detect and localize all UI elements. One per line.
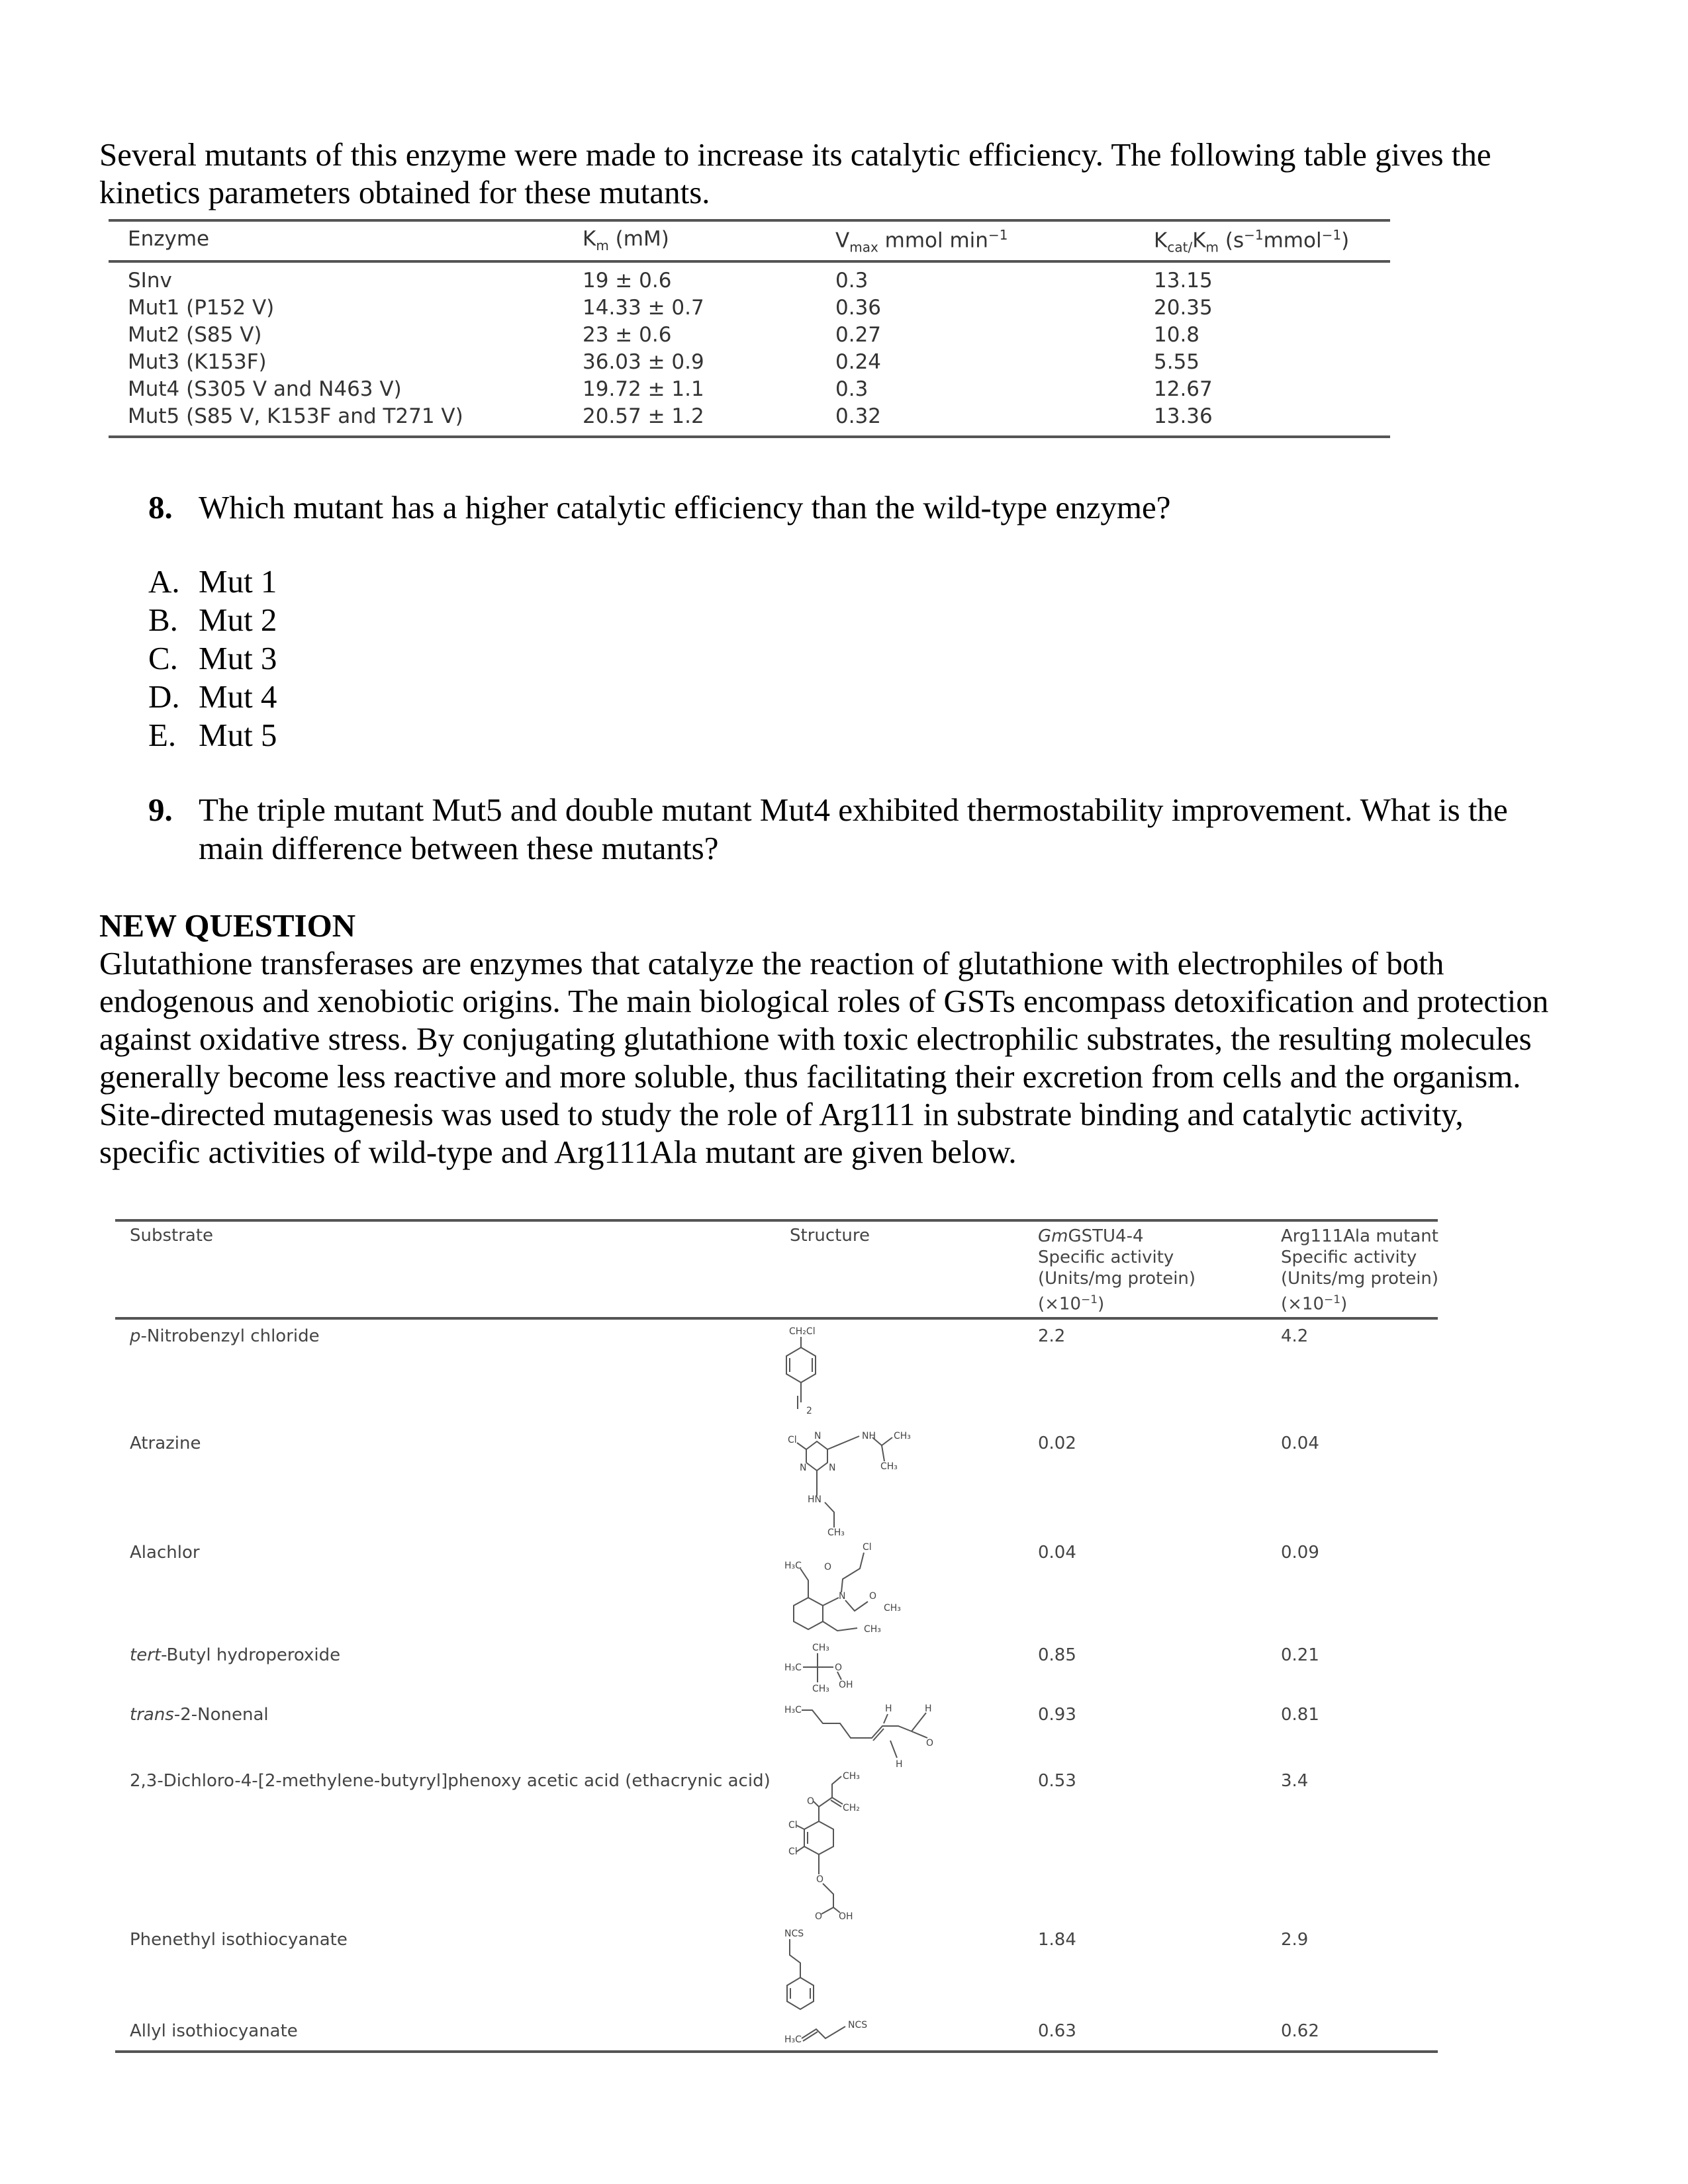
p-nitrobenzyl-chloride-structure-icon: [781, 1326, 847, 1430]
cell-wild-type: 0.02: [1038, 1433, 1076, 1453]
intro-line-1: Several mutants of this enzyme were made to increase its catalytic efficiency. The following table gives the: [99, 136, 1491, 173]
cell-mutant: 0.09: [1281, 1543, 1319, 1563]
svg-text:CH₂Cl: CH₂Cl: [789, 1326, 816, 1337]
cell-kcat-km: 12.67: [1154, 377, 1213, 401]
svg-text:CH₃: CH₃: [880, 1461, 898, 1472]
cell-mutant: 0.62: [1281, 2021, 1319, 2041]
svg-text:Cl: Cl: [788, 1820, 798, 1831]
cell-mutant: 2.9: [1281, 1930, 1309, 1950]
cell-kcat-km: 10.8: [1154, 323, 1200, 347]
cell-wild-type: 0.85: [1038, 1645, 1076, 1665]
question-text: Which mutant has a higher catalytic efficiency than the wild-type enzyme?: [199, 489, 1171, 525]
svg-text:NCS: NCS: [848, 2020, 868, 2030]
cell-vmax: 0.24: [835, 350, 882, 374]
svg-text:N: N: [839, 1591, 846, 1602]
cell-substrate: p-Nitrobenzyl chloride: [130, 1326, 320, 1346]
intro-paragraph: [99, 136, 1589, 211]
intro-line-2: kinetics parameters obtained for these mutants.: [99, 174, 710, 210]
svg-text:CH₃: CH₃: [864, 1624, 881, 1635]
question-9: [148, 791, 1508, 829]
cell-substrate: trans-2-Nonenal: [130, 1705, 269, 1725]
question-9-line-2: main difference between these mutants?: [199, 830, 719, 866]
cell-wild-type: 0.63: [1038, 2021, 1076, 2041]
option-b[interactable]: B. Mut 2: [148, 602, 277, 638]
table-bottom-rule: [109, 435, 1390, 438]
allyl-isothiocyanate-structure-icon: [784, 2020, 877, 2051]
cell-substrate: Atrazine: [130, 1433, 201, 1453]
cell-kcat-km: 13.15: [1154, 269, 1213, 293]
header-kcat-km: $K_{cat/}K_m$ $(s^{-1}mmol^{-1})$: [1154, 227, 1350, 255]
option-a[interactable]: A. Mut 1: [148, 563, 277, 600]
option-c[interactable]: C. Mut 3: [148, 640, 277, 676]
paragraph-line: against oxidative stress. By conjugating glutathione with toxic electrophilic substrates, the resulting molecules: [99, 1021, 1532, 1057]
cell-kcat-km: 5.55: [1154, 350, 1200, 374]
svg-text:H₃C: H₃C: [784, 1705, 802, 1715]
svg-text:H: H: [885, 1704, 892, 1714]
new-question-heading: NEW QUESTION: [99, 907, 356, 944]
paragraph-line: Glutathione transferases are enzymes that catalyze the reaction of glutathione with electrophiles of both: [99, 945, 1444, 981]
cell-mutant: 0.04: [1281, 1433, 1319, 1453]
paragraph-line: endogenous and xenobiotic origins. The main biological roles of GSTs encompass detoxification and protection: [99, 983, 1549, 1019]
svg-text:Cl: Cl: [788, 1435, 797, 1445]
cell-wild-type: 0.93: [1038, 1705, 1076, 1725]
svg-text:H: H: [896, 1759, 903, 1770]
table-header-rule: [109, 260, 1390, 263]
cell-substrate: tert-Butyl hydroperoxide: [130, 1645, 341, 1665]
cell-vmax: 0.3: [835, 377, 868, 401]
header-km: $K_m$ (mM): [583, 227, 669, 254]
question-number: 8.: [148, 489, 173, 525]
svg-text:N: N: [800, 1463, 807, 1473]
cell-vmax: 0.3: [835, 269, 868, 293]
svg-text:OH: OH: [839, 1911, 853, 1922]
atrazine-structure-icon: [788, 1430, 920, 1547]
table-header-rule: [115, 1317, 1438, 1320]
svg-text:CH₃: CH₃: [812, 1684, 829, 1694]
new-question-paragraph: [99, 944, 1655, 1171]
cell-mutant: 0.21: [1281, 1645, 1319, 1665]
header-mutant: Arg111Ala mutant Specific activity (Units/mg protein) $(\times 10^{-1})$: [1281, 1226, 1439, 1314]
cell-enzyme: Mut2 (S85 V): [128, 323, 262, 347]
svg-text:HN: HN: [808, 1494, 821, 1505]
header-vmax: $V_{max}$ mmol $\min^{-1}$: [835, 227, 1008, 255]
cell-km: 14.33 ± 0.7: [583, 296, 704, 320]
cell-km: 36.03 ± 0.9: [583, 350, 704, 374]
svg-text:2: 2: [806, 1406, 812, 1416]
cell-enzyme: Mut1 (P152 V): [128, 296, 275, 320]
svg-text:O: O: [835, 1662, 843, 1673]
svg-text:O: O: [926, 1738, 934, 1749]
svg-text:H₃C: H₃C: [784, 1662, 802, 1673]
svg-text:CH₂: CH₂: [843, 1803, 860, 1813]
cell-substrate: Allyl isothiocyanate: [130, 2021, 298, 2041]
question-number: 9.: [148, 792, 173, 828]
cell-km: 19.72 ± 1.1: [583, 377, 704, 401]
svg-text:CH₃: CH₃: [812, 1643, 829, 1653]
option-d[interactable]: D. Mut 4: [148, 678, 277, 715]
paragraph-line: generally become less reactive and more soluble, thus facilitating their excretion from cells and the organism.: [99, 1058, 1521, 1095]
question-8: [148, 488, 1171, 526]
cell-kcat-km: 20.35: [1154, 296, 1213, 320]
svg-text:O: O: [807, 1796, 815, 1807]
svg-text:O: O: [815, 1911, 823, 1922]
table-bottom-rule: [115, 2050, 1438, 2053]
cell-substrate: Phenethyl isothiocyanate: [130, 1930, 348, 1950]
cell-mutant: 3.4: [1281, 1771, 1309, 1791]
cell-km: 19 ± 0.6: [583, 269, 672, 293]
cell-km: 23 ± 0.6: [583, 323, 672, 347]
svg-text:CH₃: CH₃: [827, 1527, 845, 1538]
table-top-rule: [115, 1219, 1438, 1222]
trans-2-nonenal-structure-icon: [784, 1704, 950, 1774]
cell-mutant: 0.81: [1281, 1705, 1319, 1725]
header-enzyme: Enzyme: [128, 227, 210, 251]
svg-text:OH: OH: [839, 1680, 853, 1690]
cell-wild-type: 0.04: [1038, 1543, 1076, 1563]
cell-vmax: 0.36: [835, 296, 882, 320]
cell-wild-type: 1.84: [1038, 1930, 1076, 1950]
table-top-rule: [109, 219, 1390, 222]
option-e[interactable]: E. Mut 5: [148, 717, 277, 753]
svg-text:O: O: [816, 1874, 824, 1885]
cell-vmax: 0.32: [835, 404, 882, 428]
cell-vmax: 0.27: [835, 323, 882, 347]
cell-enzyme: Mut5 (S85 V, K153F and T271 V): [128, 404, 463, 428]
paragraph-line: Site-directed mutagenesis was used to study the role of Arg111 in substrate binding and catalytic activity,: [99, 1096, 1464, 1132]
cell-enzyme: Mut4 (S305 V and N463 V): [128, 377, 402, 401]
cell-substrate: 2,3-Dichloro-4-[2-methylene-butyryl]phenoxy acetic acid (ethacrynic acid): [130, 1771, 771, 1791]
ethacrynic-acid-structure-icon: [784, 1771, 890, 1934]
svg-text:NCS: NCS: [784, 1929, 804, 1939]
svg-text:CH₃: CH₃: [884, 1603, 901, 1614]
cell-wild-type: 0.53: [1038, 1771, 1076, 1791]
svg-text:H₃C: H₃C: [784, 2034, 802, 2045]
svg-text:Cl: Cl: [863, 1542, 872, 1553]
svg-text:NH: NH: [862, 1431, 876, 1441]
svg-text:O: O: [824, 1562, 832, 1572]
paragraph-line: specific activities of wild-type and Arg111Ala mutant are given below.: [99, 1134, 1017, 1170]
cell-km: 20.57 ± 1.2: [583, 404, 704, 428]
svg-text:CH₃: CH₃: [843, 1771, 860, 1782]
alachlor-structure-icon: [784, 1542, 930, 1653]
svg-text:O: O: [869, 1591, 877, 1602]
tert-butyl-hydroperoxide-structure-icon: [784, 1643, 864, 1700]
svg-text:N: N: [814, 1431, 821, 1441]
svg-text:H₃C: H₃C: [784, 1561, 802, 1571]
cell-enzyme: Mut3 (K153F): [128, 350, 267, 374]
cell-kcat-km: 13.36: [1154, 404, 1213, 428]
cell-wild-type: 2.2: [1038, 1326, 1066, 1346]
cell-enzyme: SInv: [128, 269, 172, 293]
svg-text:N: N: [829, 1463, 836, 1473]
svg-text:CH₃: CH₃: [894, 1431, 911, 1441]
phenethyl-isothiocyanate-structure-icon: [784, 1929, 851, 2019]
question-text-line-1: The triple mutant Mut5 and double mutant Mut4 exhibited thermostability improvement. What is the: [199, 792, 1508, 828]
header-structure: Structure: [790, 1226, 870, 1246]
cell-substrate: Alachlor: [130, 1543, 200, 1563]
header-wild-type: GmGSTU4-4 Specific activity (Units/mg protein) $(\times 10^{-1})$: [1038, 1226, 1196, 1314]
svg-text:Cl: Cl: [788, 1846, 798, 1857]
header-substrate: Substrate: [130, 1226, 214, 1246]
cell-mutant: 4.2: [1281, 1326, 1309, 1346]
svg-text:H: H: [925, 1704, 932, 1714]
